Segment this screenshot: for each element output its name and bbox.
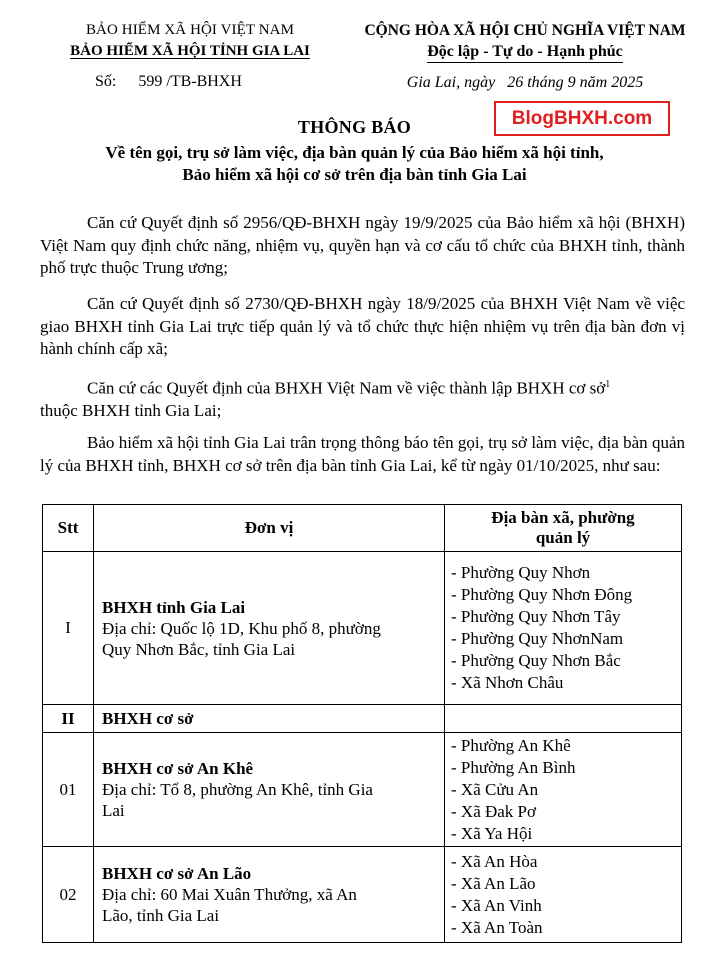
header-unit: Đơn vị (94, 505, 445, 552)
document-subtitle-line1: Về tên gọi, trụ sở làm việc, địa bàn quản lý của Bảo hiểm xã hội tỉnh, (105, 143, 604, 162)
area-item: - Phường Quy Nhơn Tây (451, 607, 621, 626)
units-table (42, 504, 682, 943)
unit-address-line: Lai (102, 801, 125, 820)
unit-address-line: Địa chỉ: Quốc lộ 1D, Khu phố 8, phường (102, 618, 381, 638)
row-areas (445, 552, 682, 705)
row-unit (94, 733, 445, 847)
header-area (445, 505, 682, 552)
area-item: - Phường Quy NhơnNam (451, 629, 624, 648)
issuing-authority-parent: BẢO HIỂM XÃ HỘI VIỆT NAM (85, 22, 295, 38)
paragraph-announcement (40, 432, 685, 477)
header-area-line1: Địa bàn xã, phường (491, 508, 635, 527)
document-number-value: 599 /TB-BHXH (138, 73, 242, 90)
row-stt: I (43, 552, 94, 705)
area-item: - Xã An Vinh (451, 895, 542, 915)
national-title: CỘNG HÒA XÃ HỘI CHỦ NGHĨA VIỆT NAM (364, 22, 686, 39)
area-item: - Phường Quy Nhơn Đông (451, 585, 633, 604)
unit-address-line: Lão, tỉnh Gia Lai (102, 906, 220, 925)
area-item: - Xã Đak Pơ (451, 801, 536, 821)
area-item: - Xã An Lão (451, 873, 536, 893)
paragraph-basis-2-text: Căn cứ Quyết định số 2730/QĐ-BHXH ngày 18/9/2025 của BHXH Việt Nam về việc giao BHXH tỉnh Gia Lai trực tiếp quản lý và tổ chức thực hiện nhiệm vụ trên địa bàn đơn vị hành chính cấp xã; (40, 294, 685, 358)
table-row (43, 847, 682, 943)
row-unit (94, 552, 445, 705)
row-stt: 01 (43, 733, 94, 847)
row-stt: II (43, 705, 94, 733)
footnote-marker: 1 (605, 379, 611, 390)
table-row (43, 705, 682, 733)
unit-name: BHXH tỉnh Gia Lai (102, 597, 246, 617)
area-item: - Phường Quy Nhơn Bắc (451, 651, 621, 670)
national-motto (345, 43, 705, 61)
area-item: - Xã Cửu An (451, 779, 539, 799)
paragraph-basis-1 (40, 212, 685, 280)
header-area-line2: quản lý (535, 528, 591, 547)
paragraph-basis-3-text: Căn cứ các Quyết định của BHXH Việt Nam về việc thành lập BHXH cơ sở (87, 378, 606, 398)
area-item: - Phường Quy Nhơn (451, 563, 591, 582)
unit-address-line: Quy Nhơn Bắc, tỉnh Gia Lai (102, 639, 296, 659)
unit-name: BHXH cơ sở An Lão (102, 864, 252, 883)
document-title: THÔNG BÁO (297, 117, 412, 137)
paragraph-basis-3-tail: thuộc BHXH tỉnh Gia Lai; (40, 401, 222, 421)
unit-name: BHXH cơ sở An Khê (102, 759, 254, 778)
area-item: - Xã Ya Hội (451, 823, 533, 843)
table-header-row (43, 505, 682, 552)
issue-date-value: 26 tháng 9 năm 2025 (507, 74, 644, 91)
document-number (95, 73, 242, 91)
paragraph-basis-1-text: Căn cứ Quyết định số 2956/QĐ-BHXH ngày 19/9/2025 của Bảo hiểm xã hội (BHXH) Việt Nam quy định chức năng, nhiệm vụ, quyền hạn và cơ cấu tổ chức của BHXH tỉnh, thành phố trực thuộc Trung ương; (40, 213, 685, 277)
unit-address-line: Địa chỉ: 60 Mai Xuân Thưởng, xã An (102, 885, 357, 904)
row-areas (445, 705, 682, 733)
row-areas (445, 733, 682, 847)
area-item: - Phường An Khê (451, 735, 571, 755)
issue-date-place: Gia Lai, ngày (406, 74, 496, 91)
national-motto-text: Độc lập - Tự do - Hạnh phúc (427, 43, 623, 63)
paragraph-announcement-text: Bảo hiểm xã hội tỉnh Gia Lai trân trọng thông báo tên gọi, trụ sở làm việc, địa bàn quản lý của BHXH tỉnh, BHXH cơ sở trên địa bàn tỉnh Gia Lai, kể từ ngày 01/10/2025, như sau: (40, 433, 685, 475)
document-subtitle-line2: Bảo hiểm xã hội cơ sở trên địa bàn tỉnh Gia Lai (182, 165, 527, 184)
area-item: - Xã An Hòa (451, 851, 538, 871)
unit-address-line: Địa chỉ: Tổ 8, phường An Khê, tỉnh Gia (102, 780, 373, 799)
issuing-authority (40, 43, 340, 60)
table-row (43, 552, 682, 705)
issuing-authority-text: BẢO HIỂM XÃ HỘI TỈNH GIA LAI (70, 43, 310, 59)
area-item: - Xã An Toàn (451, 917, 543, 937)
paragraph-basis-2 (40, 293, 685, 361)
watermark-stamp: BlogBHXH.com (494, 101, 670, 136)
row-areas (445, 847, 682, 943)
area-item: - Xã Nhơn Châu (451, 673, 564, 692)
header-stt: Stt (43, 505, 94, 552)
row-stt: 02 (43, 847, 94, 943)
row-unit (94, 847, 445, 943)
table-row (43, 733, 682, 847)
paragraph-basis-3 (40, 374, 685, 423)
row-unit: BHXH cơ sở (94, 705, 445, 733)
document-number-label: Số: (95, 73, 117, 90)
issue-date (345, 74, 705, 92)
area-item: - Phường An Bình (451, 757, 576, 777)
